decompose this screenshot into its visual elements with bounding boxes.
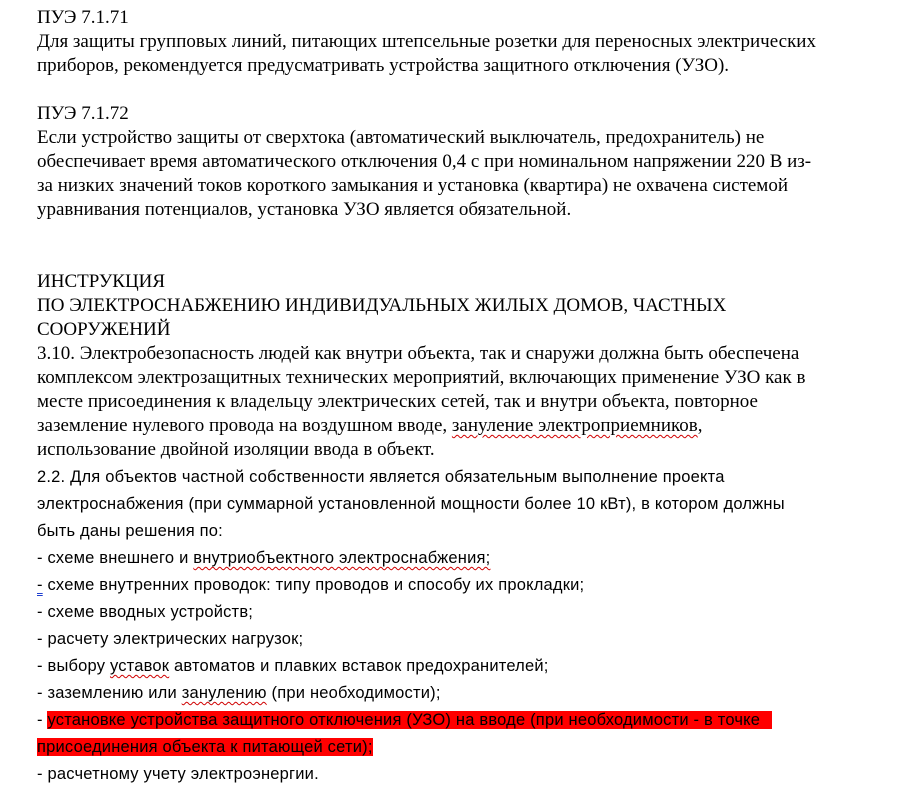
- text-run: заземление нулевого провода на воздушном вводе,: [37, 415, 452, 436]
- text-run: - заземлению или: [37, 684, 182, 702]
- list-item: [37, 653, 899, 680]
- list-item: [37, 572, 899, 599]
- list-item: [37, 680, 899, 707]
- text-run: - схеме внешнего и: [37, 549, 194, 567]
- blank-line: [37, 78, 899, 102]
- paragraph-line: комплексом электрозащитных технических мероприятий, включающих применение УЗО как в: [37, 367, 806, 388]
- list-item-highlighted: [37, 707, 899, 734]
- paragraph-line: 2.2. Для объектов частной собственности является обязательным выполнение проекта: [37, 468, 725, 486]
- text-run: - выбору: [37, 657, 110, 675]
- paragraph-line: Если устройство защиты от сверхтока (автоматический выключатель, предохранитель) не: [37, 127, 765, 148]
- paragraph-line: приборов, рекомендуется предусматривать устройства защитного отключения (УЗО).: [37, 55, 730, 76]
- blank-lines: [37, 222, 899, 270]
- text-run: схеме внутренних проводок: типу проводов и способу их прокладки;: [42, 576, 585, 594]
- highlighted-text: присоединения объекта к питающей сети);: [37, 738, 373, 756]
- paragraph-line: 3.10. Электробезопасность людей как внутри объекта, так и снаружи должна быть обеспечена: [37, 343, 800, 364]
- list-item: - схеме вводных устройств;: [37, 603, 254, 621]
- highlighted-text: установке устройства защитного отключения (УЗО) на вводе (при необходимости - в точке: [47, 711, 772, 729]
- paragraph-line: использование двойной изоляции ввода в объект.: [37, 439, 435, 460]
- spellcheck-flagged-word[interactable]: уставок: [109, 657, 170, 675]
- paragraph-line: Для защиты групповых линий, питающих штепсельные розетки для переносных электрических: [37, 31, 816, 52]
- list-item: - расчетному учету электроэнергии.: [37, 765, 319, 783]
- paragraph-line: обеспечивает время автоматического отключения 0,4 с при номинальном напряжении 220 В из-: [37, 151, 812, 172]
- section-pue-7-1-72: [37, 102, 899, 222]
- text-run: -: [37, 711, 48, 729]
- instruction-title: СООРУЖЕНИЙ: [37, 319, 171, 340]
- text-run: (при необходимости);: [266, 684, 441, 702]
- section-instruction: [37, 270, 899, 462]
- instruction-title: ПО ЭЛЕКТРОСНАБЖЕНИЮ ИНДИВИДУАЛЬНЫХ ЖИЛЫХ ДОМОВ, ЧАСТНЫХ: [37, 295, 727, 316]
- paragraph-line: уравнивания потенциалов, установка УЗО является обязательной.: [37, 199, 572, 220]
- paragraph-line: за низких значений токов короткого замыкания и установка (квартира) не охвачена системой: [37, 175, 788, 196]
- text-run: ,: [697, 415, 703, 436]
- paragraph-line: быть даны решения по:: [37, 522, 223, 540]
- flagged-text: внутриобъектного электроснабжения;: [193, 549, 491, 567]
- spellcheck-flagged-word[interactable]: [193, 549, 490, 567]
- section-2-2: [37, 464, 899, 788]
- list-item-continuation: [37, 734, 899, 761]
- text-run: автоматов и плавких вставок предохранителей;: [169, 657, 549, 675]
- section-pue-7-1-71: [37, 6, 899, 78]
- document-page: [37, 6, 899, 788]
- spellcheck-flagged-word[interactable]: занулению: [181, 684, 267, 702]
- instruction-title: ИНСТРУКЦИЯ: [37, 271, 166, 292]
- section-heading: ПУЭ 7.1.72: [37, 103, 129, 124]
- paragraph-line: электроснабжения (при суммарной установленной мощности более 10 кВт), в котором должны: [37, 495, 785, 513]
- section-heading: ПУЭ 7.1.71: [37, 7, 129, 28]
- list-item: - расчету электрических нагрузок;: [37, 630, 304, 648]
- paragraph-line: [37, 414, 899, 438]
- spellcheck-flagged-word[interactable]: зануление электроприемников: [451, 415, 698, 436]
- list-item: [37, 545, 899, 572]
- grammar-flagged-dash[interactable]: -: [37, 576, 43, 594]
- paragraph-line: месте присоединения к владельцу электрических сетей, так и внутри объекта, повторное: [37, 391, 758, 412]
